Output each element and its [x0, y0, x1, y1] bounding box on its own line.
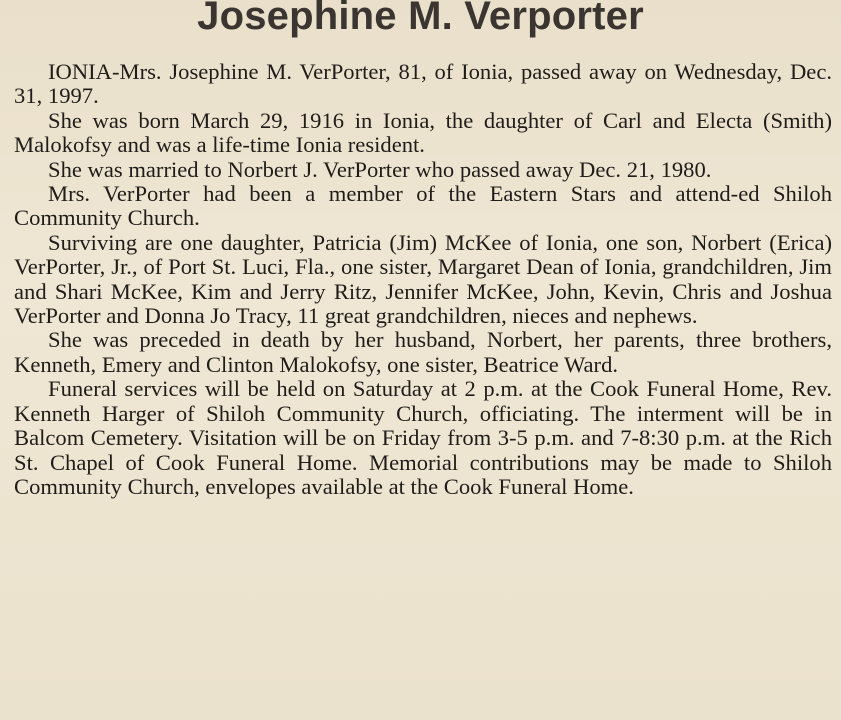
obituary-body: [14, 60, 832, 499]
paragraph-death-notice: IONIA-Mrs. Josephine M. VerPorter, 81, of Ionia, passed away on Wednesday, Dec. 31, 1997.: [14, 59, 832, 109]
paragraph-preceded: She was preceded in death by her husband, Norbert, her parents, three brothers, Kenneth, Emery and Clinton Malokofsy, one sister, Beatrice Ward.: [14, 327, 832, 377]
paragraph-services: Funeral services will be held on Saturday at 2 p.m. at the Cook Funeral Home, Rev. Kenneth Harger of Shiloh Community Church, officiating. The interment will be in Balcom Cemetery. Visitation will be on Friday from 3-5 p.m. and 7-8:30 p.m. at the Rich St. Chapel of Cook Funeral Home. Memorial contributions may be made to Shiloh Community Church, envelopes available at the Cook Funeral Home.: [14, 376, 832, 499]
paragraph-membership: Mrs. VerPorter had been a member of the Eastern Stars and attend-ed Shiloh Community Church.: [14, 181, 832, 231]
paragraph-marriage: She was married to Norbert J. VerPorter who passed away Dec. 21, 1980.: [48, 156, 712, 182]
paragraph-birth: She was born March 29, 1916 in Ionia, the daughter of Carl and Electa (Smith) Malokofsy and was a life-time Ionia resident.: [14, 107, 832, 158]
paragraph-survivors: Surviving are one daughter, Patricia (Jim) McKee of Ionia, one son, Norbert (Erica) VerPorter, Jr., of Port St. Luci, Fla., one sister, Margaret Dean of Ionia, grandchildren, Jim and Shari McKee, Kim and Jerry Ritz, Jennifer McKee, John, Kevin, Chris and Joshua VerPorter and Donna Jo Tracy, 11 great grandchildren, nieces and nephews.: [14, 229, 832, 329]
obituary-headline: Josephine M. Verporter: [197, 0, 644, 38]
